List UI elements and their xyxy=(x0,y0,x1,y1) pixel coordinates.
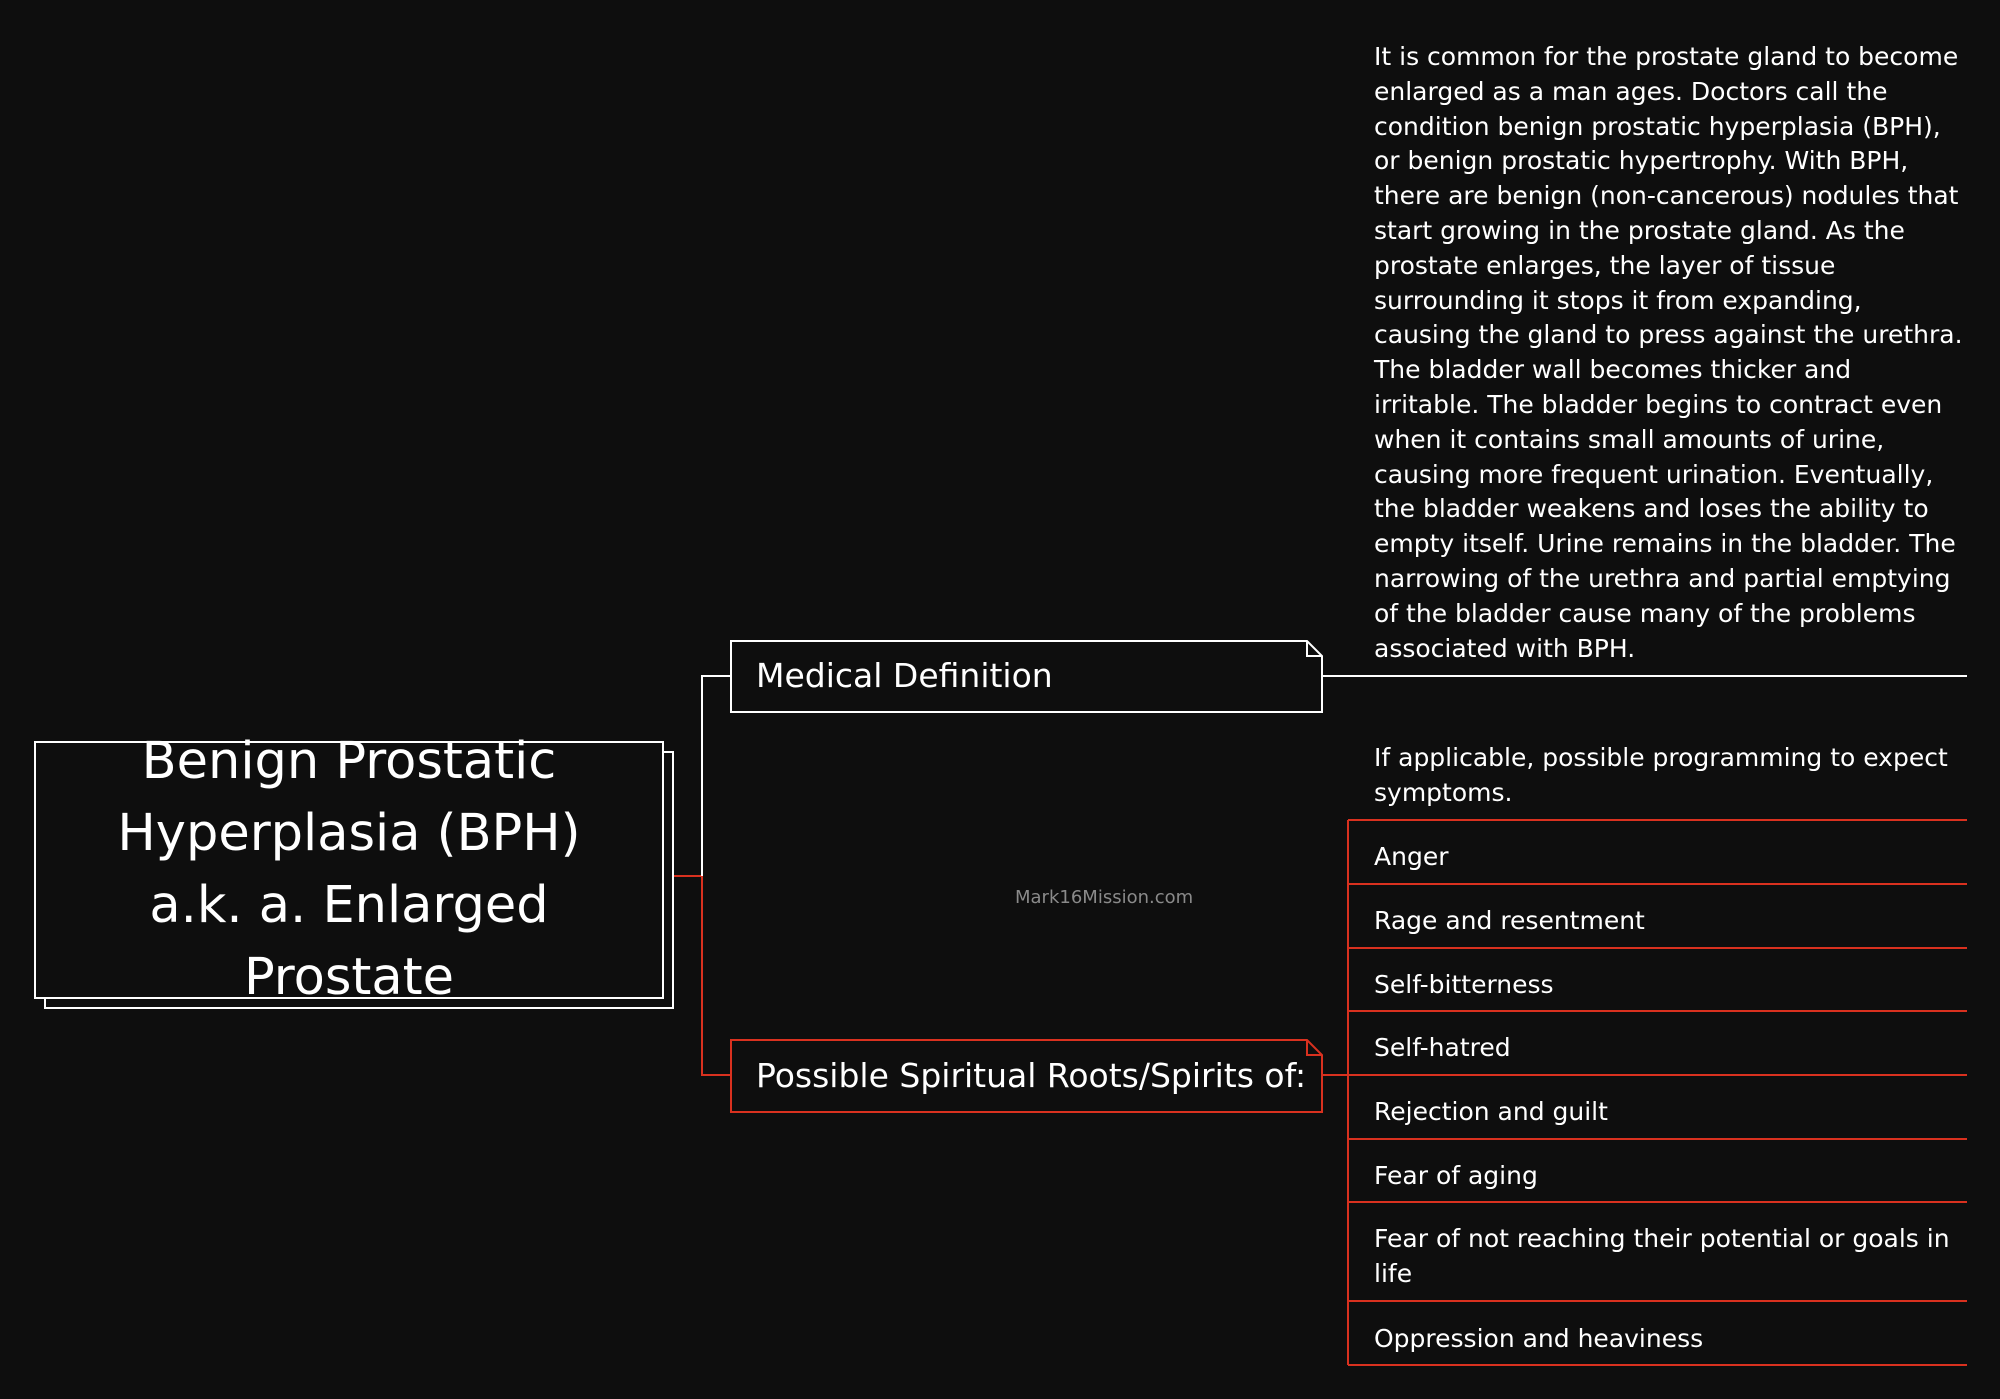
spiritual-roots-label[interactable]: Possible Spiritual Roots/Spirits of: xyxy=(756,1056,1307,1095)
spiritual-item-oppression[interactable]: Oppression and heaviness xyxy=(1374,1324,1704,1353)
medical-definition-label[interactable]: Medical Definition xyxy=(756,656,1053,695)
medical-definition-text: It is common for the prostate gland to become enlarged as a man ages. Doctors call the condition benign prostatic hyperplasia (BPH), or benign prostatic hypertrophy. With BPH, there are benign (non-cancerous) nodules that start growing in the prostate gland. As the prostate enlarges, the layer of tissue surrounding it stops it from expanding, causing the gland to press against the urethra. The bladder wall becomes thicker and irritable. The bladder begins to contract even when it contains small amounts of urine, causing more frequent urination. Eventually, the bladder weakens and loses the ability to empty itself. Urine remains in the bladder. The narrowing of the urethra and partial emptying of the bladder cause many of the problems associated with BPH. xyxy=(1374,42,1963,663)
watermark: Mark16Mission.com xyxy=(1015,887,1194,908)
spiritual-item-rejection[interactable]: Rejection and guilt xyxy=(1374,1097,1608,1126)
spiritual-item-fear-aging[interactable]: Fear of aging xyxy=(1374,1161,1538,1190)
spiritual-item-self-bitterness[interactable]: Self-bitterness xyxy=(1374,970,1554,999)
spiritual-item-fear-potential[interactable]: Fear of not reaching their potential or goals in life xyxy=(1374,1224,1950,1288)
central-topic[interactable] xyxy=(34,732,664,1007)
spiritual-item-anger[interactable]: Anger xyxy=(1374,842,1449,871)
spiritual-item-rage[interactable]: Rage and resentment xyxy=(1374,906,1645,935)
spiritual-intro-text: If applicable, possible programming to expect symptoms. xyxy=(1374,743,1948,807)
spiritual-item-self-hatred[interactable]: Self-hatred xyxy=(1374,1033,1511,1062)
central-topic-title: Benign Prostatic Hyperplasia (BPH) a.k. a. Enlarged Prostate xyxy=(117,732,581,1007)
